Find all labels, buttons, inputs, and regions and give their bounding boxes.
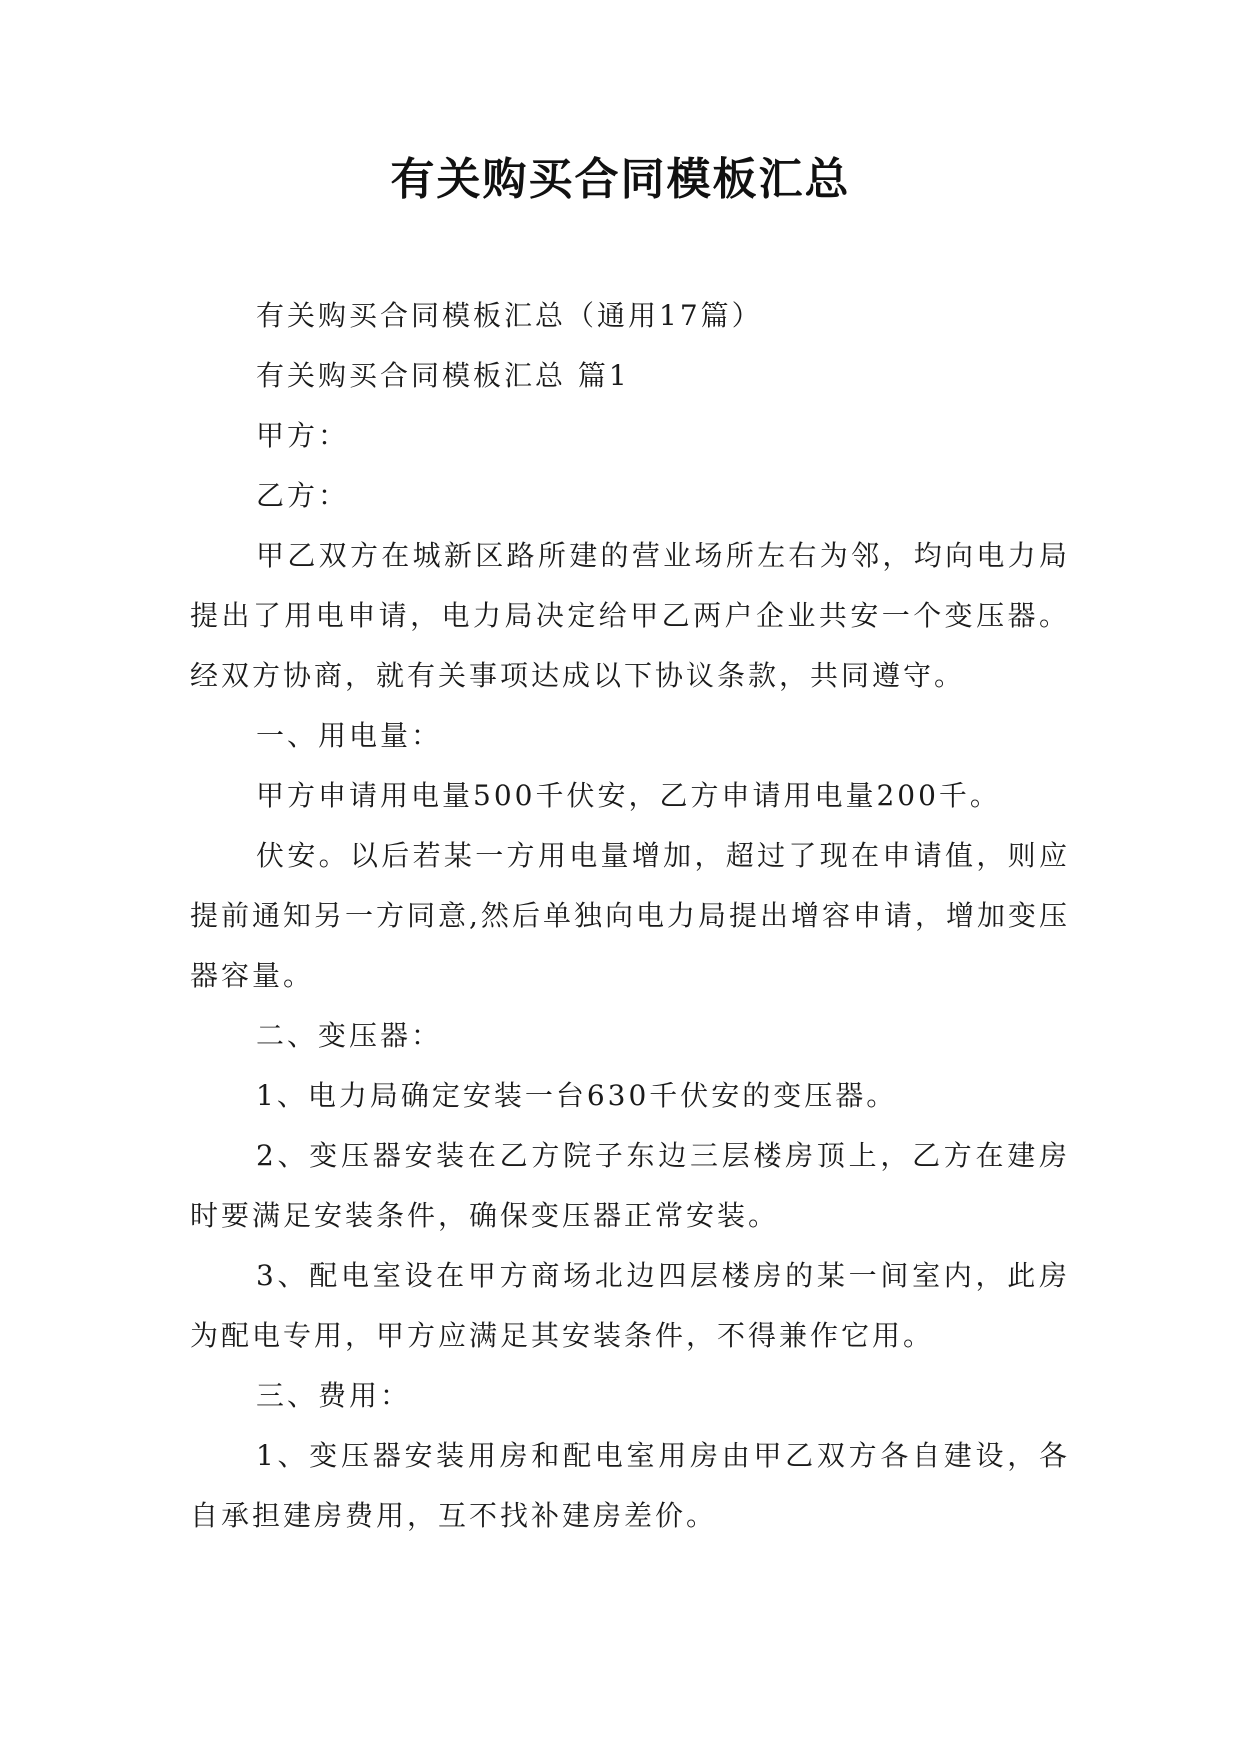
paragraph-party-a: 甲方： — [256, 419, 350, 452]
paragraph-clause-3-1: 1、变压器安装用房和配电室用房由甲乙双方各自建设，各自承担建房费用，互不找补建房差价。 — [190, 1439, 1070, 1532]
paragraph-intro: 甲乙双方在城新区路所建的营业场所左右为邻，均向电力局提出了用电申请，电力局决定给甲乙两户企业共安一个变压器。经双方协商，就有关事项达成以下协议条款，共同遵守。 — [190, 539, 1070, 692]
paragraph-section-heading: 有关购买合同模板汇总 篇1 — [256, 359, 630, 392]
paragraph-heading-1: 一、用电量： — [256, 719, 443, 752]
paragraph-clause-2-2: 2、变压器安装在乙方院子东边三层楼房顶上，乙方在建房时要满足安装条件，确保变压器正常安装。 — [190, 1139, 1070, 1232]
paragraph-party-b: 乙方： — [256, 479, 350, 512]
paragraph-usage: 甲方申请用电量500千伏安，乙方申请用电量200千。 — [256, 779, 1001, 812]
paragraph-clause-2-1: 1、电力局确定安装一台630千伏安的变压器。 — [256, 1079, 898, 1112]
paragraph-usage-continued: 伏安。以后若某一方用电量增加，超过了现在申请值，则应提前通知另一方同意,然后单独向电力局提出增容申请，增加变压器容量。 — [190, 839, 1070, 992]
document-body — [190, 286, 1070, 1546]
document-title: 有关购买合同模板汇总 — [390, 154, 851, 205]
paragraph-heading-2: 二、变压器： — [256, 1019, 443, 1052]
paragraph-clause-2-3: 3、配电室设在甲方商场北边四层楼房的某一间室内，此房为配电专用，甲方应满足其安装条件，不得兼作它用。 — [190, 1259, 1070, 1352]
paragraph-subtitle: 有关购买合同模板汇总（通用17篇） — [256, 299, 763, 332]
paragraph-heading-3: 三、费用： — [256, 1379, 412, 1412]
